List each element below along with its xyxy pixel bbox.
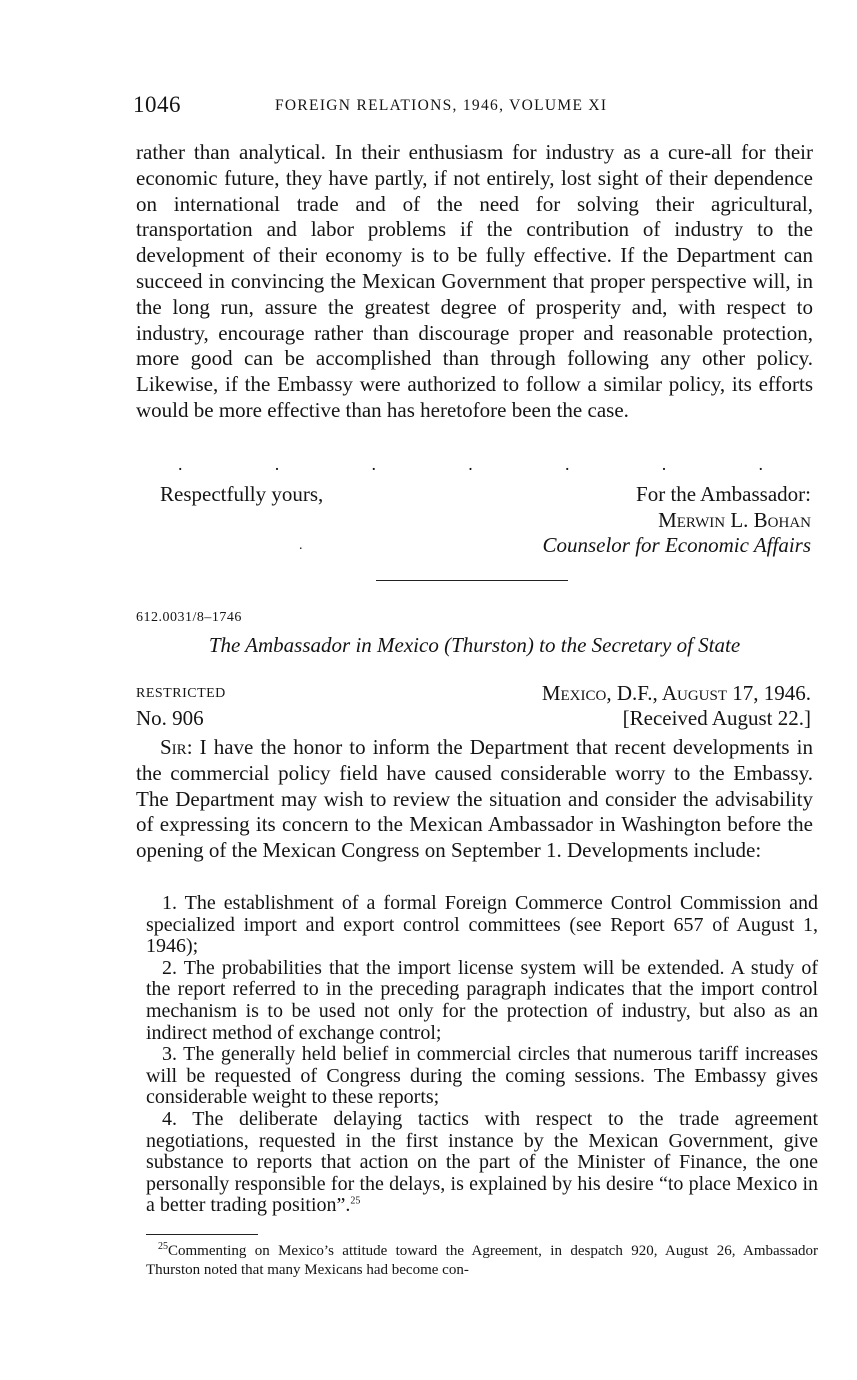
closing-salutation: Respectfully yours, [160, 482, 324, 506]
list-item: 3. The generally held belief in commercial circles that numerous tariff increases will be requested of Congress during the coming sessions. The Embassy gives considerable weight to these reports; [146, 1043, 818, 1109]
developments-list [146, 893, 818, 1217]
document-meta-right [542, 681, 811, 731]
page-number: 1046 [133, 92, 181, 117]
footnote-text: Commenting on Mexico’s attitude toward the Agreement, in despatch 920, August 26, Ambassador Thurston noted that many Mexicans had become con- [146, 1243, 818, 1278]
signer-title: Counselor for Economic Affairs [542, 533, 811, 557]
ellipsis-dot: . [661, 454, 667, 474]
footnote-rule [146, 1234, 258, 1235]
title-part1: The Ambassador in Mexico ( [208, 633, 452, 657]
title-name: Thurston [451, 633, 527, 657]
for-line: For the Ambassador: [636, 482, 811, 506]
continuation-paragraph: rather than analytical. In their enthusiasm for industry as a cure-all for their economic future, they have partly, if not entirely, lost sight of their dependence on international trade and of the need for solving their agricultural, transportation and labor problems if the contribution of industry to the development of their economy is to be fully effective. If the Department can succeed in convincing the Mexican Government that proper perspective will, in the long run, assure the greatest degree of prosperity and, with respect to industry, encourage rather than discourage proper and reasonable protection, more good can be accomplished than through following any other policy. Likewise, if the Embassy were authorized to follow a similar policy, its efforts would be more effective than has heretofore been the case. [136, 140, 813, 422]
title-part2: ) to the Secretary of State [526, 633, 741, 657]
running-title: FOREIGN RELATIONS, 1946, VOLUME XI [275, 97, 608, 114]
opening-text: : I have the honor to inform the Department that recent developments in the commercial policy field have caused considerable worry to the Embassy. The Department may wish to review the situation and consider the advisability of expressing its concern to the Mexican Ambassador in Washington before the opening of the Mexican Congress on September 1. Developments include: [136, 735, 813, 863]
list-item: 2. The probabilities that the import license system will be extended. A study of the report referred to in the preceding paragraph indicates that the import control mechanism is to be used not only for the protection of industry, but also as an indirect method of exchange control; [146, 956, 818, 1044]
signer-name: Merwin L. Bohan [658, 507, 811, 532]
ellipsis-dot: . [178, 454, 183, 474]
list-item: 1. The establishment of a formal Foreign Commerce Control Commission and specialized import and export control committees (see Report 657 of August 1, 1946); [146, 892, 818, 958]
place-date: Mexico, D.F., August 17, 1946. [541, 681, 811, 705]
salutation-word: Sir [160, 735, 187, 759]
footnote-marker: 25 [158, 1241, 168, 1252]
signature-block [542, 482, 811, 559]
ellipsis-dot: . [565, 454, 570, 474]
page-header [133, 92, 813, 122]
footnote-reference: 25 [350, 1195, 361, 1207]
ellipsis-dot: . [758, 454, 763, 474]
document-meta-left [136, 681, 226, 731]
ellipsis-dot: . [274, 454, 280, 474]
classification: RESTRICTED [136, 686, 226, 701]
ellipsis-dot: . [468, 454, 473, 474]
document-number: No. 906 [136, 706, 204, 730]
file-number: 612.0031/8–1746 [136, 610, 242, 625]
list-item-text: 4. The deliberate delaying tactics with respect to the trade agreement negotiations, requested in the first instance by the Mexican Government, give substance to reports that action on the part of the Minister of Finance, the one personally responsible for the delays, is explained by his desire “to place Mexico in a better trading position”. [146, 1107, 818, 1217]
footnote [146, 1242, 818, 1280]
ellipsis-dot: . [371, 454, 376, 474]
ellipsis-row [178, 455, 763, 473]
stray-mark: . [299, 538, 303, 553]
opening-paragraph [136, 735, 813, 864]
section-divider [376, 580, 568, 581]
received-date: [Received August 22.] [622, 706, 811, 730]
document-title [136, 633, 813, 658]
list-item [146, 1109, 818, 1217]
